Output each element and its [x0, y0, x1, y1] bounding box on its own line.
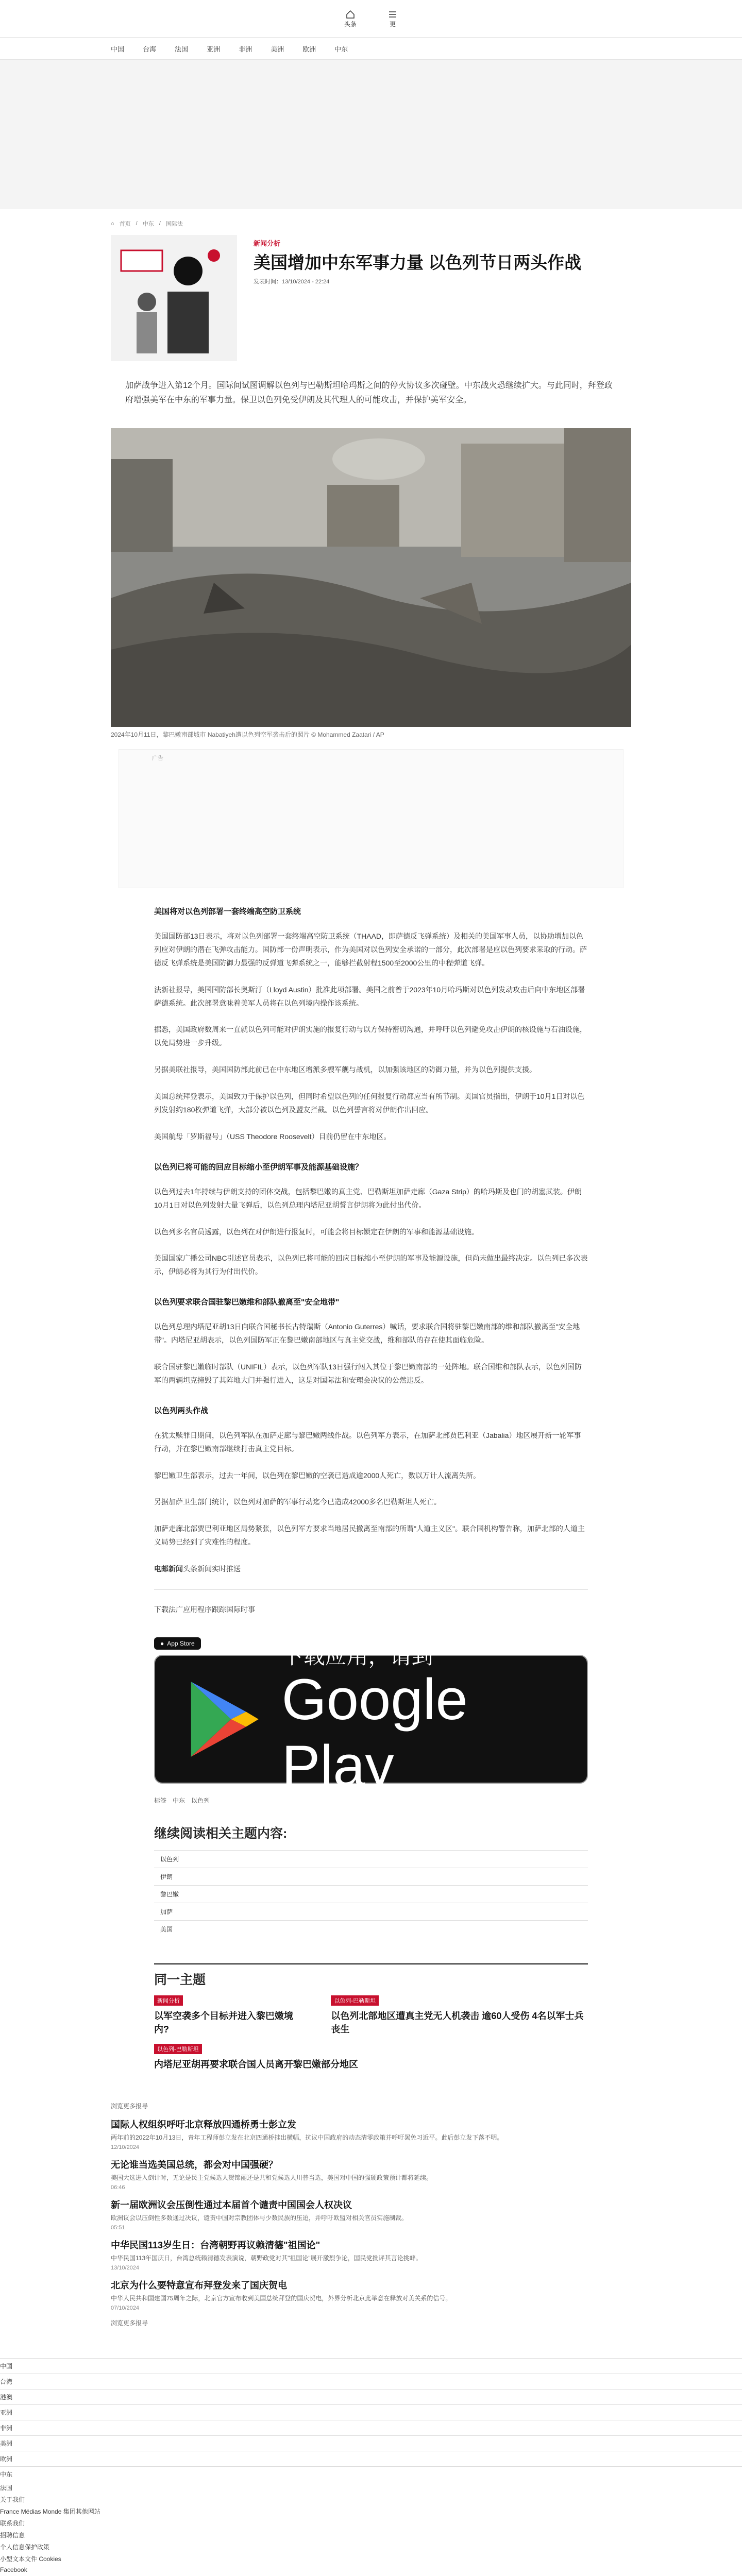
- item-title: 新一届欧洲议会压倒性通过本届首个谴责中国国会人权决议: [111, 2199, 352, 2210]
- home-label: 头条: [344, 20, 357, 28]
- article-kicker[interactable]: 新闻分析: [254, 240, 281, 247]
- item-title: 北京为什么要特意宣布拜登发来了国庆贺电: [111, 2280, 287, 2291]
- topic-card[interactable]: [154, 1995, 300, 2036]
- item-desc: 两年前的2022年10月13日，青年工程师彭立发在北京四通桥挂出横幅，抗议中国政府的动态清零政策并呼吁罢免习近平。此后彭立发下落不明。: [111, 2133, 503, 2141]
- article-body: [154, 906, 588, 2071]
- same-topic-title: 同一主题: [154, 1972, 206, 1987]
- item-time: 05:51: [111, 2224, 125, 2231]
- inline-ad-slot: [119, 749, 623, 888]
- more-link[interactable]: 浏览更多报导: [111, 2319, 148, 2327]
- related-item[interactable]: 美国: [154, 1920, 588, 1938]
- card-title: 以军空袭多个目标并进入黎巴嫩境内?: [154, 2010, 293, 2035]
- paragraph: 据悉，美国政府数周来一直就以色列可能对伊朗实施的报复行动与以方保持密切沟通，并呼吁以色列避免攻击伊朗的核设施与石油设施，以免局势进一步升级。: [154, 1025, 587, 1047]
- item-time: 06:46: [111, 2184, 125, 2191]
- footer-heading[interactable]: 中国: [0, 2358, 742, 2374]
- nav-item[interactable]: 台海: [143, 45, 157, 53]
- nav-item[interactable]: 美洲: [271, 45, 284, 53]
- paragraph: 黎巴嫩卫生部表示，过去一年间，以色列在黎巴嫩的空袭已造成逾2000人死亡，数以万计人流离失所。: [154, 1471, 481, 1480]
- related-title: 继续阅读相关主题内容:: [154, 1826, 288, 1841]
- list-item[interactable]: [111, 2117, 631, 2150]
- related-item[interactable]: 以色列: [154, 1850, 588, 1868]
- footer-link[interactable]: 招聘信息: [0, 2531, 25, 2539]
- nav-item[interactable]: 法国: [175, 45, 189, 53]
- paragraph: 在犹太赎罪日期间，以色列军队在加萨走廊与黎巴嫩两线作战。以色列军方表示，在加萨北部贾巴利亚（Jabalia）地区展开新一轮军事行动，并在黎巴嫩南部继续打击真主党目标。: [154, 1431, 581, 1453]
- paragraph: 以色列过去1年持续与伊朗支持的团体交战，包括黎巴嫩的真主党、巴勒斯坦加萨走廊（Gaza Strip）的哈玛斯及也门的胡塞武装。伊朗10月1日对以色列发射大量飞弹后，以色列总理内塔尼亚胡誓言伊朗将为此付出代价。: [154, 1187, 582, 1209]
- more-button[interactable]: [387, 9, 398, 28]
- menu-icon: [387, 9, 398, 20]
- subscribe-text: 头条新闻实时推送: [183, 1565, 241, 1573]
- tags-label: 标签: [154, 1797, 167, 1804]
- related-item[interactable]: 黎巴嫩: [154, 1885, 588, 1903]
- paragraph: 美国总统拜登表示，美国致力于保护以色列，但同时希望以色列的任何报复行动都应当有所节制。美国官员指出，伊朗于10月1日对以色列发射约180枚弹道飞弹，大部分被以色列及盟友拦截。以色列誓言将对伊朗作出回应。: [154, 1092, 585, 1114]
- card-kicker: 以色列-巴勒斯坦: [331, 1995, 379, 2006]
- topic-card[interactable]: [154, 2044, 588, 2071]
- latest-label: 浏览更多报导: [111, 2102, 148, 2110]
- paragraph: 另据美联社报导，美国国防部此前已在中东地区增派多艘军舰与战机，以加强该地区的防御力量，并为以色列提供支援。: [154, 1065, 536, 1074]
- footer-item[interactable]: 台湾: [0, 2374, 742, 2389]
- apple-icon: ●: [160, 1639, 164, 1647]
- related-item[interactable]: 伊朗: [154, 1868, 588, 1885]
- footer-link[interactable]: 联系我们: [0, 2519, 25, 2527]
- section-heading: 美国将对以色列部署一套终端高空防卫系统: [154, 907, 301, 916]
- footer-item[interactable]: 欧洲: [0, 2451, 742, 2466]
- item-time: 12/10/2024: [111, 2144, 140, 2150]
- latest-news: [111, 2102, 631, 2327]
- home-icon: [345, 9, 356, 20]
- footer-link[interactable]: 个人信息保护政策: [0, 2543, 50, 2551]
- paragraph: 以色列总理内塔尼亚胡13日向联合国秘书长古特瑞斯（Antonio Guterres）喊话，要求联合国将驻黎巴嫩南部的维和部队撤离至"安全地带"。内塔尼亚胡表示，以色列国防军正在黎巴嫩南部地区与真主党交战，维和部队的存在使其面临危险。: [154, 1323, 580, 1345]
- breadcrumb: ⌂ 首页 / 中东 / 国际法: [111, 221, 183, 227]
- google-play-line1: 下载应用，请到: [281, 1643, 433, 1668]
- card-kicker: 以色列-巴勒斯坦: [154, 2044, 202, 2054]
- paragraph: 美国航母「罗斯福号」（USS Theodore Roosevelt）目前仍留在中东地区。: [154, 1132, 391, 1141]
- nav-item[interactable]: 欧洲: [302, 45, 316, 53]
- article-date: 发表时间：13/10/2024 - 22:24: [254, 279, 330, 285]
- same-topic: [154, 1963, 588, 2071]
- list-item[interactable]: [111, 2278, 631, 2311]
- app-store-button[interactable]: [154, 1637, 201, 1650]
- nav-item[interactable]: 亚洲: [207, 45, 221, 53]
- ad-label: 广告: [152, 755, 163, 761]
- item-desc: 欧洲议会以压倒性多数通过决议，谴责中国对宗教团体与少数民族的压迫，并呼吁欧盟对相关官员实施制裁。: [111, 2214, 408, 2222]
- footer-more[interactable]: 关于我们: [0, 2496, 25, 2503]
- footer-item[interactable]: 亚洲: [0, 2404, 742, 2420]
- item-time: 13/10/2024: [111, 2264, 140, 2271]
- paragraph: 加萨走廊北部贾巴利亚地区局势紧张，以色列军方要求当地居民撤离至南部的所谓"人道主义区"。联合国机构警告称，加萨北部的人道主义局势已经到了灾难性的程度。: [154, 1524, 585, 1547]
- article-photo: [111, 428, 631, 727]
- list-item[interactable]: [111, 2238, 631, 2271]
- paragraph: [154, 1563, 588, 1576]
- paragraph: 另据加萨卫生部门统计，以色列对加萨的军事行动迄今已造成42000多名巴勒斯坦人死亡。: [154, 1498, 441, 1506]
- related-topics: [154, 1823, 588, 1938]
- google-play-icon: [186, 1675, 261, 1763]
- topic-card[interactable]: [331, 1995, 588, 2036]
- list-item[interactable]: [111, 2158, 631, 2191]
- more-label: 更: [389, 20, 396, 28]
- card-title: 内塔尼亚胡再要求联合国人员离开黎巴嫩部分地区: [154, 2059, 358, 2070]
- tag[interactable]: 中东: [173, 1797, 185, 1804]
- home-button[interactable]: [344, 9, 357, 28]
- crumb[interactable]: 国际法: [165, 221, 183, 227]
- photo-caption: 2024年10月11日，黎巴嫩南部城市 Nabatiyeh遭以色列空军袭击后的照片 © Mohammed Zaatari / AP: [111, 731, 384, 738]
- list-item[interactable]: [111, 2198, 631, 2231]
- item-desc: 中华民国113年国庆日，台湾总统赖清德发表演说，朝野政党对其"祖国论"展开激烈争论，国民党批评其言论挑衅。: [111, 2254, 422, 2262]
- news-analysis-thumbnail: [111, 235, 237, 361]
- home-crumb-icon[interactable]: ⌂: [111, 221, 114, 227]
- footer-item[interactable]: 中东: [0, 2466, 742, 2482]
- footer-link[interactable]: 小型文本文件 Cookies: [0, 2555, 61, 2563]
- crumb[interactable]: 首页: [119, 221, 131, 227]
- crumb[interactable]: 中东: [142, 221, 154, 227]
- item-desc: 美国大选进入倒计时，无论是民主党候选人贺锦丽还是共和党候选人川普当选，美国对中国的强硬政策预计都将延续。: [111, 2174, 433, 2181]
- card-title: 以色列北部地区遭真主党无人机袭击 逾60人受伤 4名以军士兵丧生: [331, 2010, 584, 2035]
- main-nav: [0, 37, 742, 60]
- tag[interactable]: 以色列: [191, 1797, 210, 1804]
- footer-more[interactable]: 法国: [0, 2484, 13, 2492]
- paragraph: 联合国驻黎巴嫩临时部队（UNIFIL）表示，以色列军队13日强行闯入其位于黎巴嫩南部的一处阵地。联合国维和部队表示，以色列国防军的两辆坦克撞毁了其阵地大门并强行进入，这是对国际法和安理会决议的公然违反。: [154, 1363, 582, 1384]
- nav-item[interactable]: 中东: [334, 45, 348, 53]
- footer-item[interactable]: 美洲: [0, 2435, 742, 2451]
- footer-item[interactable]: 非洲: [0, 2420, 742, 2435]
- nav-item[interactable]: 中国: [111, 45, 125, 53]
- subscribe-editor[interactable]: 电邮新闻: [154, 1565, 183, 1573]
- paragraph: 美国国家广播公司NBC引述官员表示，以色列已将可能的回应目标缩小至伊朗的军事及能源设施，但尚未做出最终决定。以色列已多次表示，伊朗必将为其行为付出代价。: [154, 1254, 588, 1276]
- app-store-label: App Store: [167, 1639, 195, 1647]
- item-title: 无论谁当选美国总统，都会对中国强硬？: [111, 2159, 278, 2170]
- top-ad-slot: [0, 60, 742, 209]
- paragraph: 法新社报导，美国国防部长奥斯汀（Lloyd Austin）批准此项部署。美国之前曾于2023年10月哈玛斯对以色列发动攻击后向中东地区部署萨德系统。此次部署意味着美军人员将在以色列境内操作该系统。: [154, 985, 585, 1007]
- footer: [0, 2358, 742, 2576]
- item-title: 中华民国113岁生日：台湾朝野再议赖清德"祖国论": [111, 2240, 321, 2250]
- nav-item[interactable]: 非洲: [239, 45, 252, 53]
- section-heading: 以色列已将可能的回应目标缩小至伊朗军事及能源基础设施？: [154, 1162, 363, 1172]
- item-title: 国际人权组织呼吁北京释放四通桥勇士彭立发: [111, 2119, 296, 2130]
- card-kicker: 新闻分析: [154, 1995, 183, 2006]
- article-lead: 加萨战争进入第12个月。国际间试图调解以色列与巴勒斯坦哈玛斯之间的停火协议多次碰壁。中东战火恐继续扩大。与此同时，拜登政府增强美军在中东的军事力量。保卫以色列免受伊朗及其代理人的可能攻击，并保护美军安全。: [125, 381, 613, 404]
- section-heading: 以色列要求联合国驻黎巴嫩维和部队撤离至"安全地带": [154, 1298, 340, 1307]
- paragraph: 美国国防部13日表示，将对以色列部署一套终端高空防卫系统（THAAD，即萨德反飞弹系统）及相关的美国军事人员，以协助增加以色列应对伊朗的潜在飞弹攻击能力。国防部一份声明表示，作为美国对以色列安全承诺的一部分，此次部署是应以色列要求采取的行动。萨德反飞弹系统是美国防御力最强的反弹道飞弹系统之一，能够拦截射程1500至2000公里的中程弹道飞弹。: [154, 932, 587, 967]
- footer-more[interactable]: France Médias Monde 集团其他网站: [0, 2507, 100, 2515]
- google-play-line2: Google Play: [281, 1667, 468, 1798]
- footer-item[interactable]: 港澳: [0, 2389, 742, 2404]
- footer-link[interactable]: Facebook: [0, 2566, 27, 2573]
- article-title: 美国增加中东军事力量 以色列节日两头作战: [254, 253, 582, 272]
- section-heading: 以色列两头作战: [154, 1406, 209, 1415]
- app-download-line: 下载法广应用程序跟踪国际时事: [154, 1605, 255, 1614]
- related-item[interactable]: 加萨: [154, 1903, 588, 1920]
- item-time: 07/10/2024: [111, 2304, 140, 2311]
- paragraph: 以色列多名官员透露，以色列在对伊朗进行报复时，可能会将目标锁定在伊朗的军事和能源基础设施。: [154, 1227, 479, 1236]
- item-desc: 中华人民共和国建国75周年之际，北京官方宣布收到美国总统拜登的国庆贺电，外界分析北京此举意在释放对美关系的信号。: [111, 2294, 452, 2302]
